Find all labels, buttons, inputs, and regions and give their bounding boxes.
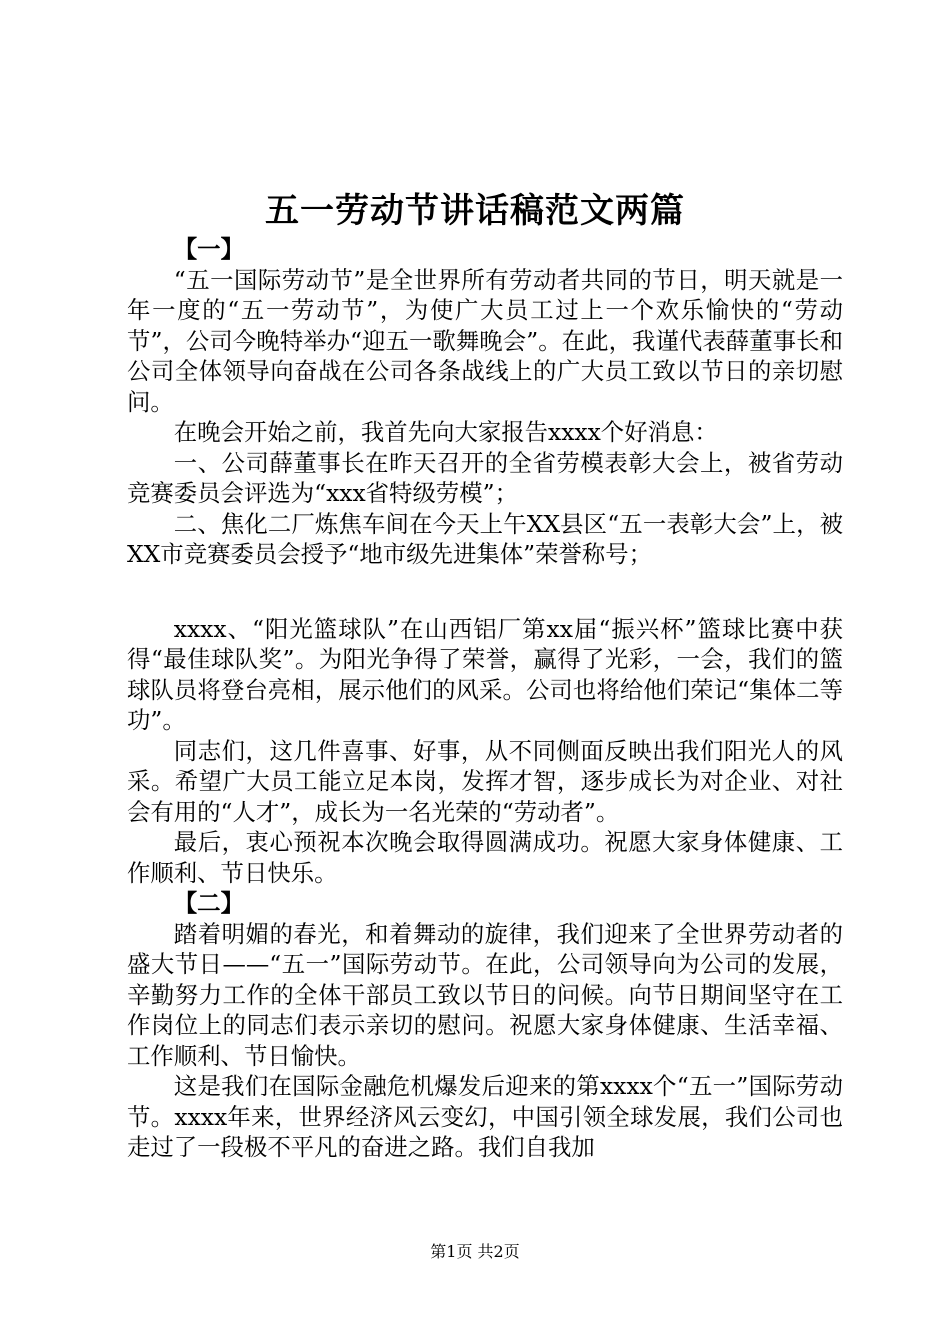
document-body — [127, 234, 843, 1163]
section-heading-2: 【二】 — [173, 889, 244, 917]
document-title: 五一劳动节讲话稿范文两篇 — [265, 191, 685, 231]
paragraph: 在晚会开始之前，我首先向大家报告xxxx个好消息： — [173, 418, 718, 446]
paragraph: 踏着明媚的春光，和着舞动的旋律，我们迎来了全世界劳动者的盛大节日——“五一”国际劳动节。在此，公司领导向为公司的发展，辛勤努力工作的全体干部员工致以节日的问候。向节日期间坚守在工作岗位上的同志们表示亲切的慰问。祝愿大家身体健康、生活幸福、工作顺利、节日愉快。 — [127, 919, 843, 1070]
paragraph: 这是我们在国际金融危机爆发后迎来的第xxxx个“五一”国际劳动节。xxxx年来，世界经济风云变幻，中国引领全球发展，我们公司也走过了一段极不平凡的奋进之路。我们自我加 — [127, 1072, 843, 1161]
paragraph: 一、公司薛董事长在昨天召开的全省劳模表彰大会上，被省劳动竞赛委员会评选为“xxx省特级劳模”； — [127, 448, 843, 507]
section-heading-1: 【一】 — [173, 235, 244, 263]
paragraph: “五一国际劳动节”是全世界所有劳动者共同的节日，明天就是一年一度的“五一劳动节”，为使广大员工过上一个欢乐愉快的“劳动节”，公司今晚特举办“迎五一歌舞晚会”。在此，我谨代表薛董事长和公司全体领导向奋战在公司各条战线上的广大员工致以节日的亲切慰问。 — [127, 265, 843, 416]
paragraph: xxxx、“阳光篮球队”在山西铝厂第xx届“振兴杯”篮球比赛中获得“最佳球队奖”。为阳光争得了荣誉，赢得了光彩，一会，我们的篮球队员将登台亮相，展示他们的风采。公司也将给他们荣记“集体二等功”。 — [127, 614, 843, 734]
paragraph: 同志们，这几件喜事、好事，从不同侧面反映出我们阳光人的风采。希望广大员工能立足本岗，发挥才智，逐步成长为对企业、对社会有用的“人才”，成长为一名光荣的“劳动者”。 — [127, 736, 843, 826]
page-footer: 第1页 共2页 — [430, 1242, 520, 1261]
paragraph: 最后，衷心预祝本次晚会取得圆满成功。祝愿大家身体健康、工作顺利、节日快乐。 — [127, 828, 843, 887]
paragraph: 二、焦化二厂炼焦车间在今天上午XX县区“五一表彰大会”上，被XX市竞赛委员会授予“地市级先进集体”荣誉称号； — [127, 509, 843, 568]
